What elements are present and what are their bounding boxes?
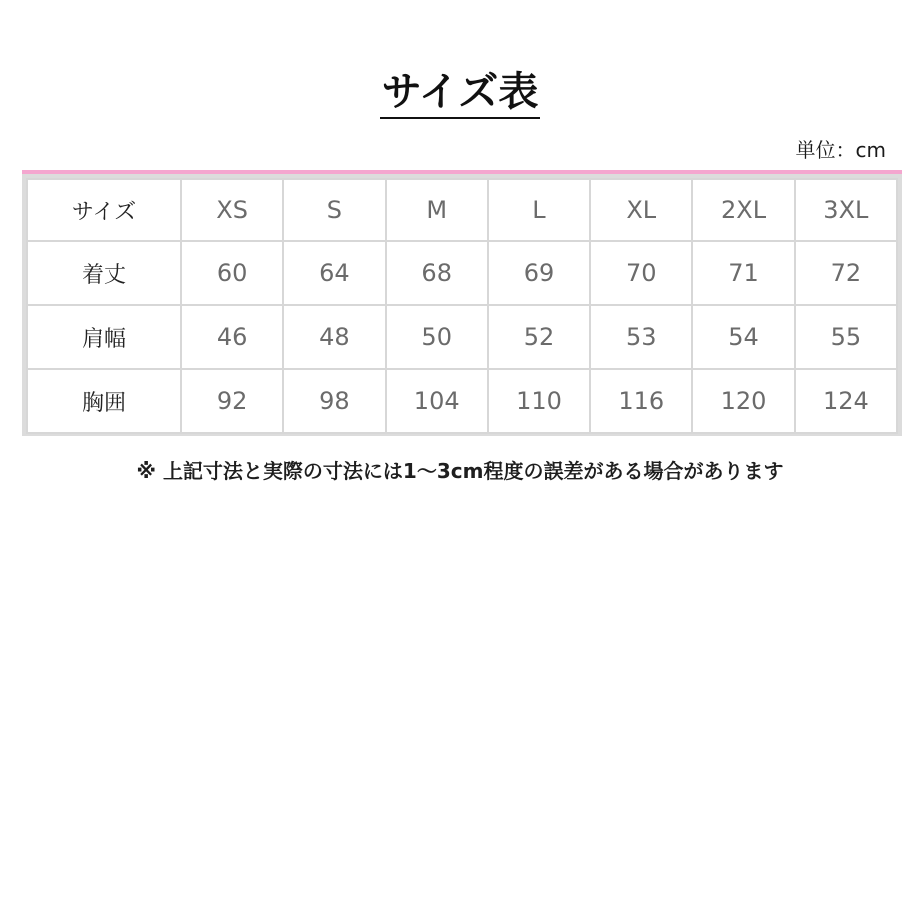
size-header-cell: XS (181, 179, 283, 241)
table-row-chest (27, 369, 897, 433)
value-cell: 98 (283, 369, 385, 433)
row-label-cell: 着丈 (27, 241, 181, 305)
value-cell: 46 (181, 305, 283, 369)
value-cell: 124 (795, 369, 897, 433)
size-header-cell: 3XL (795, 179, 897, 241)
size-header-cell: M (386, 179, 488, 241)
measurement-note: ※ 上記寸法と実際の寸法には1〜3cm程度の誤差がある場合があります (136, 459, 784, 483)
size-header-cell: 2XL (692, 179, 794, 241)
value-cell: 71 (692, 241, 794, 305)
row-label-cell: 肩幅 (27, 305, 181, 369)
value-cell: 64 (283, 241, 385, 305)
value-cell: 70 (590, 241, 692, 305)
value-cell: 110 (488, 369, 590, 433)
size-table (26, 178, 898, 434)
size-table-frame (22, 174, 902, 436)
value-cell: 69 (488, 241, 590, 305)
unit-label: 単位：cm (795, 138, 886, 162)
value-cell: 116 (590, 369, 692, 433)
value-cell: 72 (795, 241, 897, 305)
page-title (0, 66, 920, 119)
table-header-row (27, 179, 897, 241)
table-row-length (27, 241, 897, 305)
value-cell: 92 (181, 369, 283, 433)
page-title-text: サイズ表 (380, 67, 541, 119)
value-cell: 68 (386, 241, 488, 305)
value-cell: 53 (590, 305, 692, 369)
value-cell: 50 (386, 305, 488, 369)
value-cell: 60 (181, 241, 283, 305)
value-cell: 55 (795, 305, 897, 369)
size-header-cell: S (283, 179, 385, 241)
header-label-cell: サイズ (27, 179, 181, 241)
value-cell: 120 (692, 369, 794, 433)
table-row-shoulder (27, 305, 897, 369)
row-label-cell: 胸囲 (27, 369, 181, 433)
value-cell: 52 (488, 305, 590, 369)
value-cell: 48 (283, 305, 385, 369)
value-cell: 104 (386, 369, 488, 433)
value-cell: 54 (692, 305, 794, 369)
size-header-cell: L (488, 179, 590, 241)
size-header-cell: XL (590, 179, 692, 241)
